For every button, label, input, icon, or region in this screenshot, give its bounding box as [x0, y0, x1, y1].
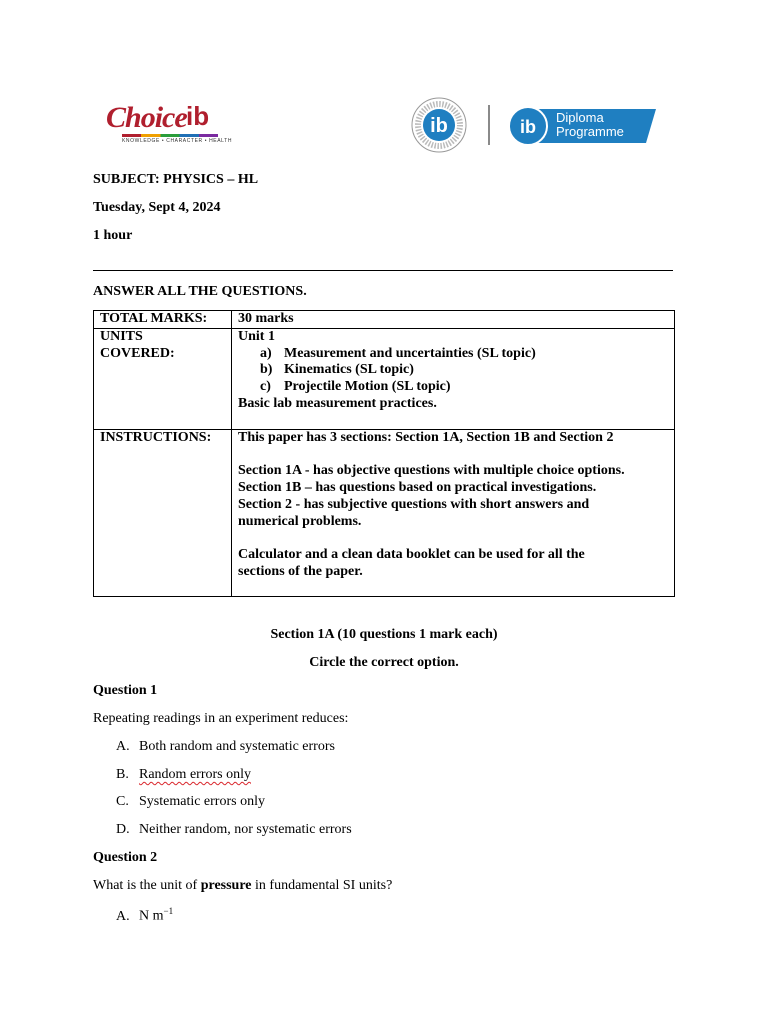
instruction-section-1b: Section 1B – has questions based on practical investigations. [238, 480, 597, 496]
choice-logo-tagline: KNOWLEDGE • CHARACTER • HEALTH [122, 138, 233, 144]
instructions-content-cell [232, 429, 675, 596]
question-1-text: Repeating readings in an experiment reduces: [93, 711, 349, 726]
choice-logo-word: Choice [106, 101, 187, 134]
instruction-calculator-line1: Calculator and a clean data booklet can be used for all the [238, 547, 585, 563]
instructions-label: INSTRUCTIONS: [94, 429, 232, 596]
answer-all-instruction: ANSWER ALL THE QUESTIONS. [93, 284, 307, 299]
option-letter: B. [116, 767, 129, 782]
total-marks-value: 30 marks [232, 311, 675, 329]
units-content-cell [232, 328, 675, 429]
instruction-section-2-line2: numerical problems. [238, 513, 362, 529]
option-text: Neither random, nor systematic errors [139, 822, 352, 837]
unit-topic-text: Projectile Motion (SL topic) [284, 379, 451, 395]
units-label-line1: UNITS [100, 328, 143, 344]
exam-info-table [93, 310, 675, 597]
option-letter: D. [116, 822, 130, 837]
unit-topic-marker: a) [260, 345, 272, 361]
question-1-option-b[interactable] [116, 767, 251, 783]
units-label-line2: COVERED: [100, 345, 175, 361]
units-row [94, 328, 675, 429]
question-2-option-a[interactable] [116, 906, 173, 925]
header-logos [0, 95, 768, 155]
instruction-section-1a: Section 1A - has objective questions with multiple choice options. [238, 463, 625, 479]
dp-logo-text [556, 111, 624, 139]
subject-line: SUBJECT: PHYSICS – HL [93, 172, 259, 187]
ib-seal-logo [411, 97, 467, 153]
question-1-option-c[interactable] [116, 794, 265, 810]
dp-logo-line2: Programme [556, 124, 624, 139]
choice-logo-colorbar [122, 134, 218, 137]
question-1-heading: Question 1 [93, 683, 158, 698]
option-text: Random errors only [139, 767, 251, 782]
choice-logo-ib: ib [186, 101, 210, 131]
question-2-text-post: in fundamental SI units? [251, 878, 393, 893]
unit-topics-list [238, 346, 668, 396]
total-marks-label: TOTAL MARKS: [94, 311, 232, 329]
unit-topic-text: Measurement and uncertainties (SL topic) [284, 345, 536, 361]
exam-date: Tuesday, Sept 4, 2024 [93, 200, 221, 215]
exam-duration: 1 hour [93, 228, 133, 243]
total-marks-row [94, 311, 675, 329]
unit-topic [238, 346, 668, 363]
dp-logo-line1: Diploma [556, 110, 604, 125]
units-footer: Basic lab measurement practices. [238, 395, 437, 411]
instruction-sections: This paper has 3 sections: Section 1A, Section 1B and Section 2 [238, 429, 614, 445]
option-exponent: −1 [163, 906, 174, 916]
option-text: Systematic errors only [139, 794, 265, 809]
diploma-programme-logo [508, 105, 658, 147]
instruction-calculator-line2: sections of the paper. [238, 564, 363, 580]
unit-topic [238, 362, 668, 379]
unit-topic-text: Kinematics (SL topic) [284, 362, 414, 378]
unit-title: Unit 1 [238, 328, 275, 344]
unit-topic-marker: b) [260, 362, 273, 378]
header-divider [93, 270, 673, 271]
units-label-cell [94, 328, 232, 429]
instructions-row [94, 429, 675, 596]
option-letter: A. [116, 739, 130, 754]
section-title: Section 1A (10 questions 1 mark each) [270, 627, 498, 642]
instruction-section-2-line1: Section 2 - has subjective questions with short answers and [238, 496, 590, 512]
unit-topic [238, 379, 668, 396]
question-1-option-d[interactable] [116, 822, 352, 838]
question-1-option-a[interactable] [116, 739, 335, 755]
logo-divider [488, 105, 490, 145]
question-2-text-keyword: pressure [200, 878, 252, 893]
option-text: Both random and systematic errors [139, 739, 335, 754]
section-subtitle: Circle the correct option. [309, 655, 459, 670]
option-letter: A. [116, 908, 130, 924]
question-2-text-pre: What is the unit of [93, 878, 201, 893]
ib-seal-text: ib [430, 115, 448, 137]
unit-topic-marker: c) [260, 379, 271, 395]
svg-text:ib: ib [520, 117, 536, 137]
option-letter: C. [116, 794, 129, 809]
option-text: N m [139, 908, 164, 924]
choiceib-logo [106, 101, 233, 147]
question-2-heading: Question 2 [93, 850, 158, 865]
question-2-text [93, 878, 392, 894]
